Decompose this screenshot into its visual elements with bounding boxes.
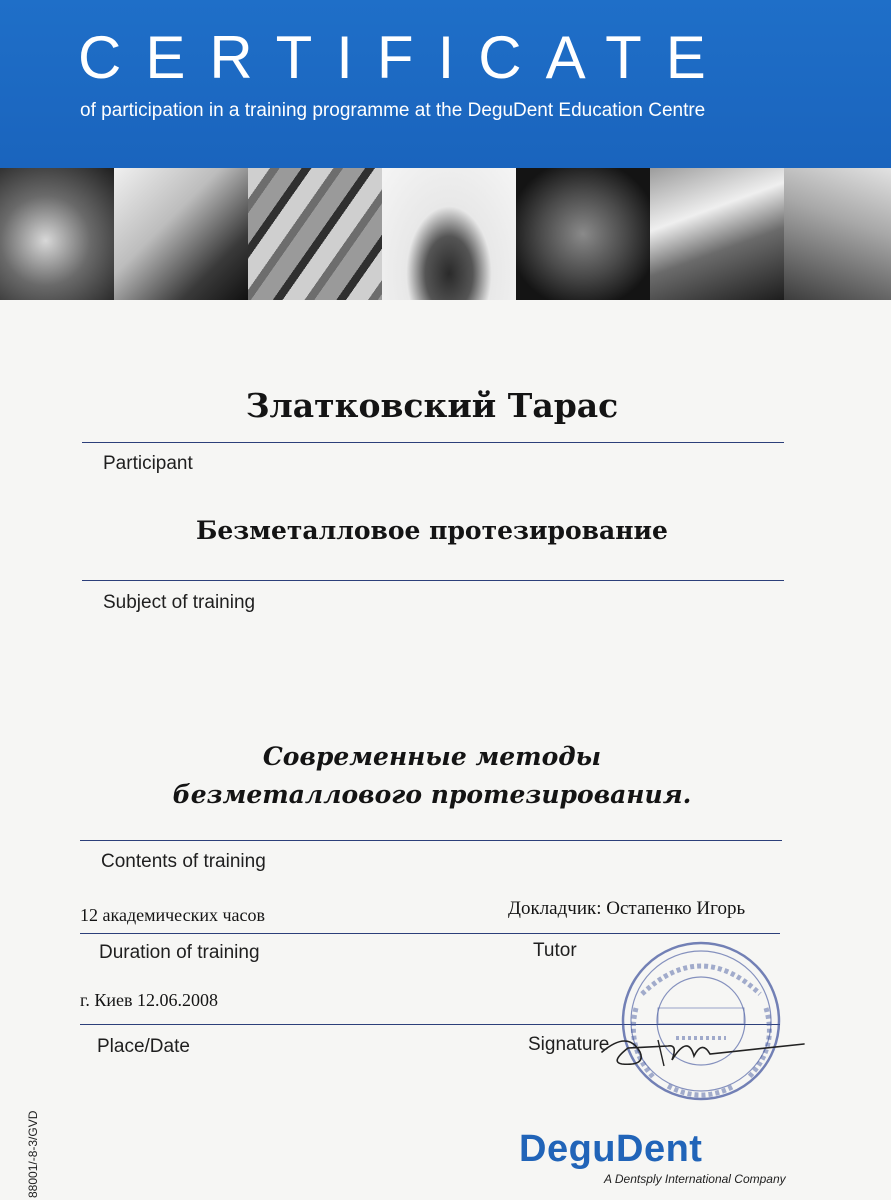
tutor-label: Tutor [533,940,577,961]
tutor-value: Докладчик: Остапенко Игорь [508,898,746,919]
handwritten-signature [598,1022,808,1072]
participant-rule [82,442,784,443]
contents-rule [80,840,782,841]
subject-label: Subject of training [103,592,256,613]
place-date-label: Place/Date [97,1036,190,1057]
photo-ceramic-samples [248,168,382,300]
degudent-logo: DeguDent [519,1128,703,1170]
photo-lab-equipment [650,168,784,300]
photo-dental-model [784,168,891,300]
subject-rule [82,580,784,581]
certificate-header [0,0,891,168]
photo-dental-instruments [0,168,114,300]
duration-label: Duration of training [99,942,260,963]
photo-strip [0,168,891,300]
participant-name: Златковский Тарас [245,386,619,425]
duration-tutor-rule [80,933,780,934]
contents-line-1: Современные методы [262,742,602,771]
photo-microstructure [516,168,650,300]
signature-label: Signature [528,1034,610,1055]
subject-value: Безметалловое протезирование [196,516,668,545]
contents-label: Contents of training [101,851,266,872]
company-stamp [618,938,784,1104]
logo-tagline: A Dentsply International Company [604,1172,786,1186]
contents-line-2: безметаллового протезирования. [172,780,692,809]
photo-microscope [114,168,248,300]
place-date-value: г. Киев 12.06.2008 [80,990,218,1010]
form-code: 88001/-8-3/GVD [26,1110,40,1198]
photo-milling-machine [382,168,516,300]
participant-label: Participant [103,453,193,474]
duration-value: 12 академических часов [80,905,266,925]
certificate-title: CERTIFICATE [78,24,730,91]
certificate-subtitle: of participation in a training programme at the DeguDent Education Centre [80,100,706,121]
